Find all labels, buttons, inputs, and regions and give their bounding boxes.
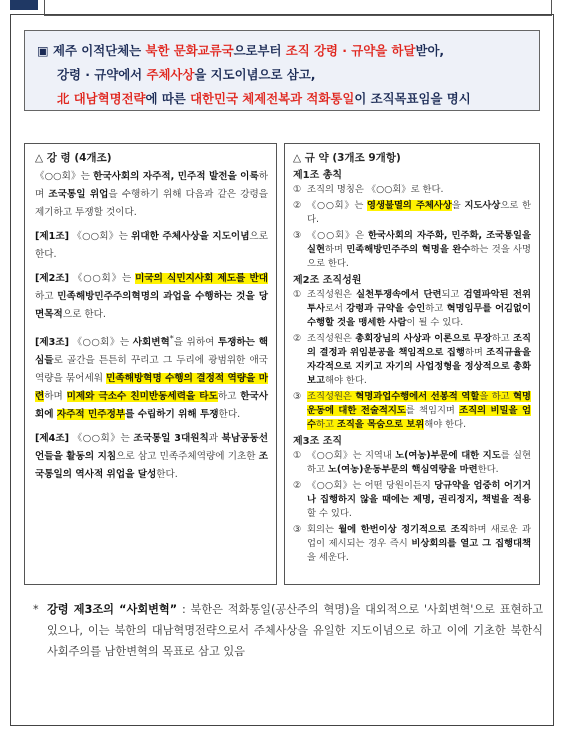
bylaws-2-item-1: ① 조직성원은 실천투쟁속에서 단련되고 검열파악된 전위투사로서 강령과 규약을 승인하고 혁명임무를 어김없이 수행할 것을 맹세한 사람이 될 수 있다. [293,289,532,328]
summary-line-2: 강령 · 규약에서 주체사상을 지도이념으로 삼고, [57,67,316,82]
platform-column [24,143,277,585]
summary-line-1: ▣ 제주 이적단체는 북한 문화교류국으로부터 조직 강령 · 규약을 하달받아, [37,43,445,58]
square-bullet-icon: ▣ [37,43,49,58]
bylaws-chapter-3-title: 제3조 조직 [293,436,343,447]
document-frame [10,14,554,726]
bylaws-3-item-1: ① 《○○회》는 지역내 노(여농)부문에 대한 지도를 실현하고 노(여농)운동부문의 핵심역량을 마련한다. [293,450,531,475]
platform-article-2: [제2조] 《○○회》는 미국의 식민지사회 제도를 반대하고 민족해방민주주의혁명의 과업을 수행하는 것을 당면목적으로 한다. [35,273,268,320]
platform-article-4: [제4조] 《○○회》는 조국통일 3대원칙과 북남공동선언들을 활동의 지침으로 삼고 민족주체역량에 기초한 조국통일의 역사적 위업을 달성한다. [35,433,268,481]
footnote-star: * [33,603,39,616]
bylaws-1-item-2: ② 《○○회》는 영생불멸의 주체사상을 지도사상으로 한다. [293,200,531,225]
bylaws-2-item-3: ③ 조직성원은 혁명과업수행에서 선봉적 역할을 하고 혁명운동에 대한 전술적지도를 책임지며 조직의 비밀을 엄수하고 조직을 목숨으로 보위해야 한다. [293,391,531,430]
summary-box [24,30,540,111]
bylaws-1-item-1: ① 조직의 명칭은 《○○회》로 한다. [293,184,444,195]
bylaws-1-item-3: ③ 《○○회》은 한국사회의 자주화, 민주화, 조국통일을 실현하며 민족해방민주주의 혁명을 완수하는 것을 사명으로 한다. [293,230,532,269]
summary-line-3: 北 대남혁명전략에 따른 대한민국 체제전복과 적화통일이 조직목표임을 명시 [57,91,471,106]
bylaws-heading: △ 규 약 (3개조 9개항) [293,152,401,164]
bylaws-column [284,143,540,585]
bylaws-chapter-1-title: 제1조 총칙 [293,170,343,181]
bylaws-3-item-3: ③ 회의는 월에 한번이상 정기적으로 조직하며 새로운 과업이 제시되는 경우 즉시 비상회의를 열고 그 집행대책을 세운다. [293,524,531,563]
footnote-text: : 북한은 적화통일(공산주의 혁명)을 대외적으로 '사회변혁'으로 표현하고 있으나, 이는 북한의 대남혁명전략으로서 주체사상을 유일한 지도이념으로 하고 이에 기초한 북한식 사회주의를 남한변혁의 목표로 삼고 있음 [47,603,544,658]
platform-article-1: [제1조] 《○○회》는 위대한 주체사상을 지도이념으로 한다. [35,231,269,260]
header-tab-marker [10,0,38,10]
platform-article-3: [제3조] 《○○회》는 사회변혁*을 위하여 투쟁하는 핵심들로 골간을 튼튼히 꾸리고 그 두리에 광범위한 애국역량을 묶어세워 민족해방혁명 수행의 결정적 역량을 마련하며 미제와 극소수 친미반동세력을 타도하고 한국사회에 자주적 민주정부를 수립하기 위해 투쟁한다. [35,334,268,421]
footnote-lead: 강령 제3조의 “사회변혁” [47,603,178,616]
platform-heading: △ 강 령 (4개조) [35,152,112,164]
bylaws-3-item-2: ② 《○○회》는 어떤 당원이든지 당규약을 엄중히 어기거나 집행하지 않을 때에는 제명, 권리정지, 책벌을 적용할 수 있다. [293,480,531,519]
footnote [33,599,543,662]
bylaws-chapter-2-title: 제2조 조직성원 [293,275,362,286]
bylaws-2-item-2: ② 조직성원은 총회장님의 사상과 이론으로 무장하고 조직의 결정과 위임분공을 책임적으로 집행하며 조직규율을 자각적으로 지키고 자기의 사업정형을 정상적으로 총화보고해야 한다. [293,333,532,386]
platform-intro: 《○○회》는 한국사회의 자주적, 민주적 발전을 이룩하며 조국통일 위업을 수행하기 위해 다음과 같은 강령을 제기하고 투쟁할 것이다. [35,171,268,218]
